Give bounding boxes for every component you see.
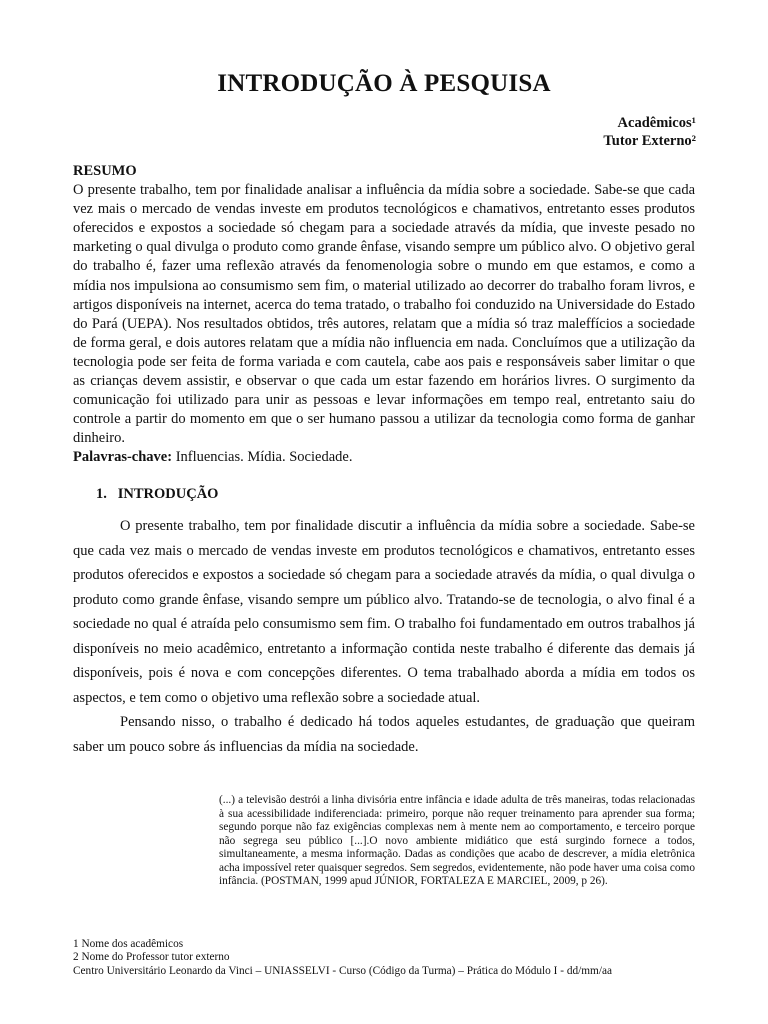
abstract-heading: RESUMO — [73, 163, 137, 179]
abstract-text: O presente trabalho, tem por finalidade analisar a influência da mídia sobre a sociedade. Sabe-se que cada vez mais o mercado de vendas investe em produtos tecnológicos e chamativos, entretanto esses produtos oferecidos e expostos a sociedade só chegam para a sociedade através da mídia, que investe pesado no marketing o qual divulga o produto como grande ênfase, visando sempre um público alvo. O objetivo geral do trabalho é, fazer uma reflexão através da fenomenologia sobre o mundo em que estamos, e como a mídia nos impulsiona ao consumismo sem fim, o material utilizado ao decorrer do trabalho foram livros, e artigos disponíveis na internet, acerca do tema tratado, o trabalho foi conduzido na Universidade do Estado do Pará (UEPA). Nos resultados obtidos, três autores, relatam que a mídia só traz maleffícios a sociedade de forma geral, e dois autores relatam que a mídia não influencia em nada. Concluímos que a utilização da tecnologia pode ser feita de forma variada e com cautela, cabe aos pais e responsáveis saber limitar o que as crianças devem assistir, e observar o que cada um estar fazendo em horários livres. O surgimento da comunicação foi utilizado para unir as pessoas e levar informações em tempo real, entretanto saiu do controle a partir do momento em que o ser humano passou a utilizar da tecnologia como forma de ganhar dinheiro. — [73, 182, 695, 447]
footnotes — [73, 938, 713, 978]
academics-label: Acadêmicos¹ — [617, 115, 696, 131]
introduction-body — [73, 514, 695, 759]
keywords-text: Influencias. Mídia. Sociedade. — [172, 449, 353, 466]
tutor-label: Tutor Externo² — [603, 133, 696, 149]
block-quote: (...) a televisão destrói a linha divisória entre infância e idade adulta de três maneiras, todas relacionadas à sua acessibilidade indiferenciada: primeiro, porque não requer treinamento para aprender sua forma; segundo porque não faz exigências complexas nem à mente nem ao comportamento, e terceiro porque não segrega seu público [...].O novo ambiente midiático que está surgindo fornece a todos, simultaneamente, a mesma informação. Dadas as condições que acabo de descrever, a mídia eletrônica acha impossível reter quaisquer segredos. Sem segredos, evidentemente, não pode haver uma coisa como infância. (POSTMAN, 1999 apud JÚNIOR, FORTALEZA E MARCIEL, 2009, p 26). — [219, 794, 695, 887]
footer-institution: Centro Universitário Leonardo da Vinci – UNIASSELVI - Curso (Código da Turma) – Prática do Módulo I - dd/mm/aa — [73, 964, 612, 977]
keywords-label: Palavras-chave: — [73, 449, 173, 466]
footnote-1: 1 Nome dos acadêmicos — [73, 938, 184, 950]
abstract — [73, 162, 695, 468]
page-title: INTRODUÇÃO À PESQUISA — [217, 70, 551, 97]
author-block — [603, 114, 696, 150]
introduction-paragraph-2: Pensando nisso, o trabalho é dedicado há todos aqueles estudantes, de graduação que queiram saber um pouco sobre ás influencias da mídia na sociedade. — [73, 714, 695, 755]
introduction-paragraph-1: O presente trabalho, tem por finalidade discutir a influência da mídia sobre a sociedade. Sabe-se que cada vez mais o mercado de vendas investe em produtos tecnológicos e chamativos, entretanto esses produtos oferecidos e expostos a sociedade só chegam para a sociedade através da mídia, o qual divulga o produto como grande ênfase, visando sempre um público alvo. Tratando-se de tecnologia, o alvo final é a sociedade no qual é atraída pelo consumismo sem fim. O trabalho foi fundamentado em outros trabalhos já disponíveis no meio acadêmico, entretanto a informação contida neste trabalho é diferente das demais já disponíveis, pois é nova e com concepções diferentes. O tema trabalhado aborda a mídia em todos os aspectos, e tem como o objetivo uma reflexão sobre a sociedade atual. — [73, 518, 695, 706]
footnote-2: 2 Nome do Professor tutor externo — [73, 951, 230, 964]
section-heading-introduction: 1. INTRODUÇÃO — [96, 486, 219, 502]
